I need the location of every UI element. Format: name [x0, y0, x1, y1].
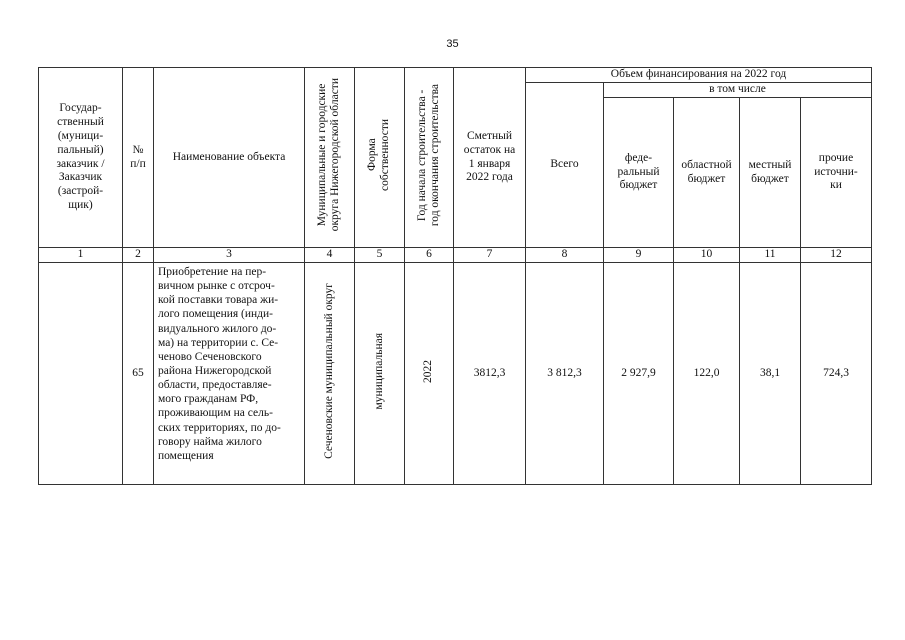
header-customer: Государ- ственный (муници- пальный) заказчик / Заказчик (застрой- щик) [39, 68, 123, 248]
header-local: местный бюджет [740, 98, 801, 248]
column-number-row [39, 248, 872, 263]
row-federal: 2 927,9 [604, 263, 674, 485]
header-estimate-balance: Сметный остаток на 1 января 2022 года [454, 68, 526, 248]
row-total: 3 812,3 [526, 263, 604, 485]
header-regional: областной бюджет [674, 98, 740, 248]
header-total: Всего [526, 83, 604, 248]
column-number: 6 [405, 248, 454, 263]
page-number: 35 [446, 38, 459, 50]
header-municipality-cell [305, 68, 355, 248]
column-number: 11 [740, 248, 801, 263]
header-municipality: Муниципальные и городские округа Нижегородской области [316, 78, 342, 232]
row-object-name: Приобретение на пер- вичном рынке с отсроч- кой поставки товара жи- лого помещения (инди- видуального жилого до- ма) на территории с. Се- ченово Сеченовского района Нижегородской области, предоставляе- мого гражданам РФ, проживающим на сель- ских территориях, по до- говору найма жилого помещения [154, 263, 305, 485]
row-municipality: Сеченовские муниципальный округ [322, 283, 335, 460]
column-number: 8 [526, 248, 604, 263]
row-local: 38,1 [740, 263, 801, 485]
header-years-cell [405, 68, 454, 248]
header-including: в том числе [604, 83, 872, 98]
row-customer [39, 263, 123, 485]
column-number: 12 [801, 248, 872, 263]
header-ownership-cell [355, 68, 405, 248]
column-number: 10 [674, 248, 740, 263]
header-object-name: Наименование объекта [154, 68, 305, 248]
header-num: № п/п [123, 68, 154, 248]
column-number: 1 [39, 248, 123, 263]
column-number: 4 [305, 248, 355, 263]
table-row [39, 263, 872, 485]
financing-table [38, 67, 872, 485]
row-years-cell [405, 263, 454, 485]
header-years: Год начала строительства - год окончания строительства [415, 84, 441, 227]
row-regional: 122,0 [674, 263, 740, 485]
column-number: 9 [604, 248, 674, 263]
header-federal: феде- ральный бюджет [604, 98, 674, 248]
row-municipality-cell [305, 263, 355, 485]
header-other: прочие источни- ки [801, 98, 872, 248]
column-number: 7 [454, 248, 526, 263]
row-ownership: муниципальная [372, 332, 385, 410]
header-row-1 [39, 68, 872, 83]
row-other: 724,3 [801, 263, 872, 485]
row-ownership-cell [355, 263, 405, 485]
row-num: 65 [123, 263, 154, 485]
column-number: 5 [355, 248, 405, 263]
column-number: 2 [123, 248, 154, 263]
row-years: 2022 [422, 359, 435, 383]
column-number: 3 [154, 248, 305, 263]
header-funding-group: Объем финансирования на 2022 год [526, 68, 872, 83]
header-ownership: Форма собственности [366, 119, 392, 192]
row-estimate-balance: 3812,3 [454, 263, 526, 485]
